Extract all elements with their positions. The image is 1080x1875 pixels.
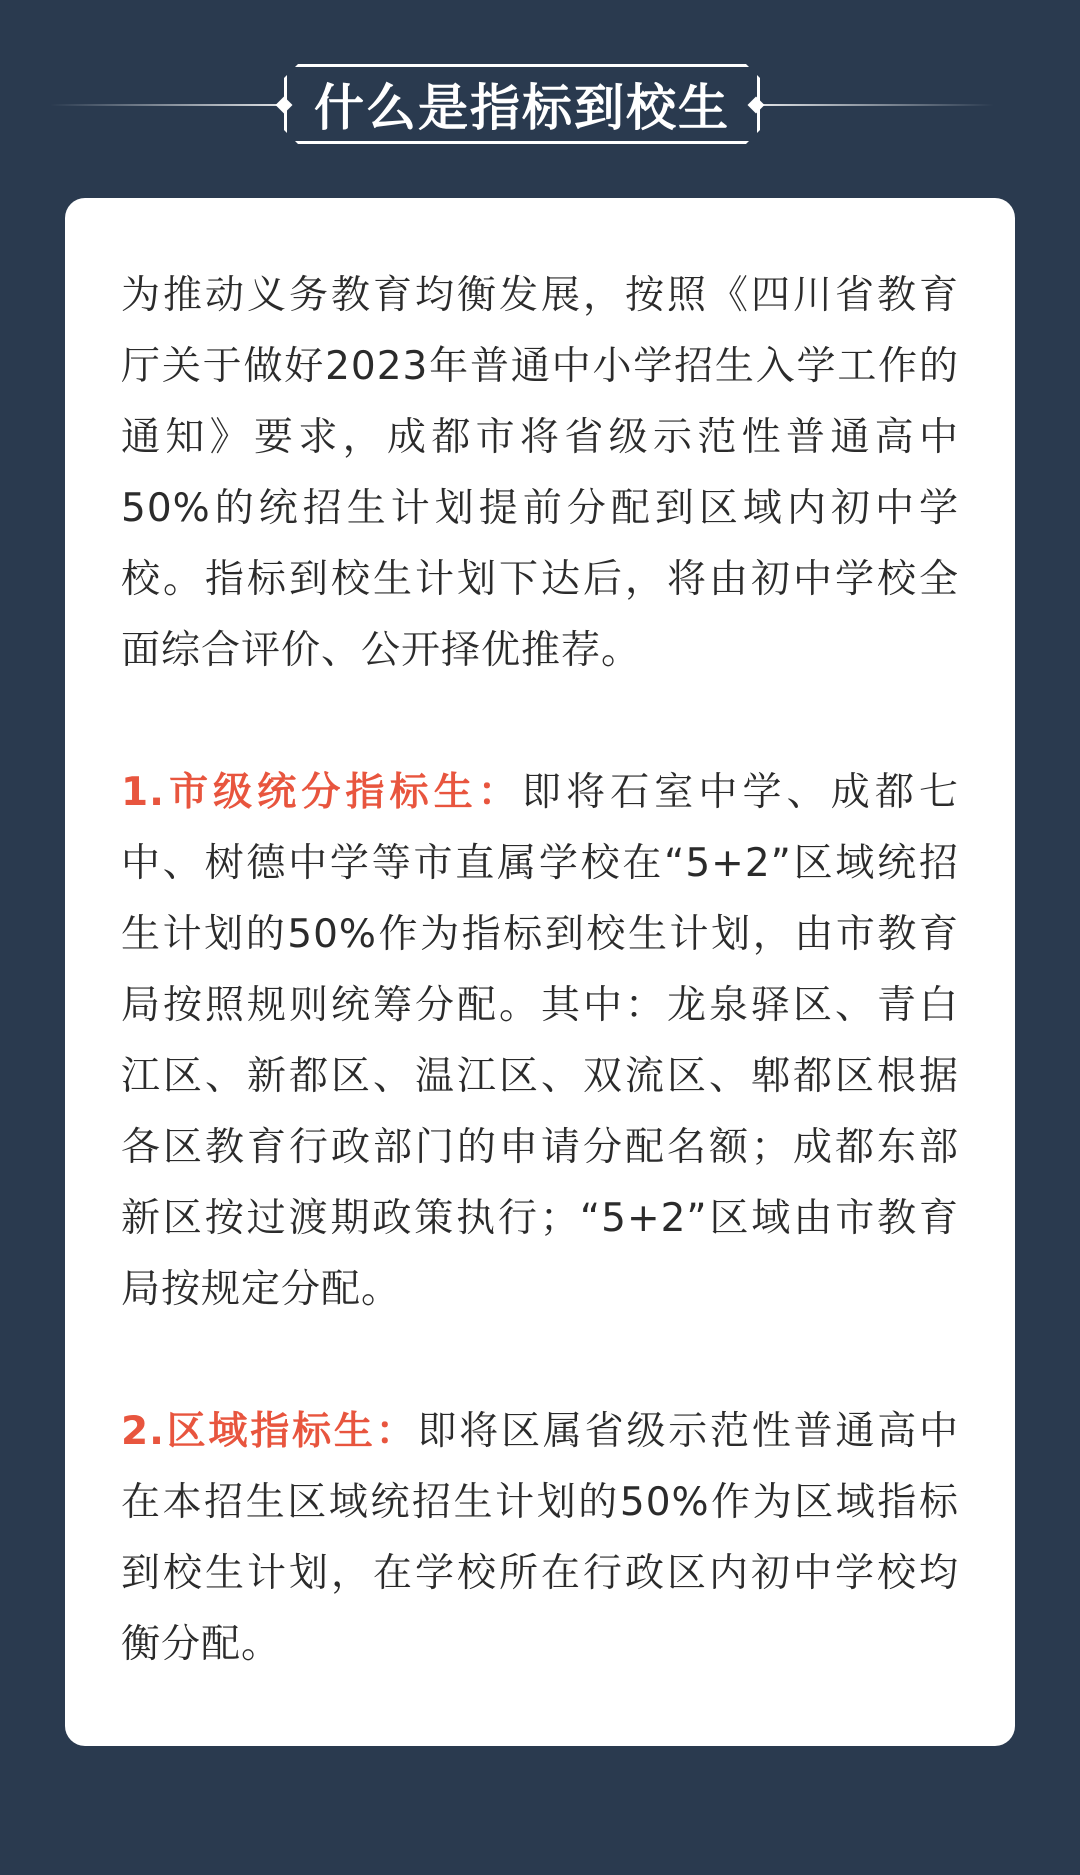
content-card — [65, 198, 1015, 1746]
section-2-body: 即将区属省级示范性普通高中在本招生区域统招生计划的50%作为区域指标到校生计划，在学校所在行政区内初中学校均衡分配。 — [121, 1409, 959, 1667]
header-divider-left — [50, 104, 282, 106]
header-title-wrap — [296, 74, 748, 137]
section-header — [0, 60, 1080, 150]
header-divider-right — [762, 104, 994, 106]
section-1-heading: 1.市级统分指标生： — [121, 770, 522, 815]
section-2-paragraph — [121, 1396, 959, 1680]
intro-paragraph: 为推动义务教育均衡发展，按照《四川省教育厅关于做好2023年普通中小学招生入学工作的通知》要求，成都市将省级示范性普通高中50%的统招生计划提前分配到区域内初中学校。指标到校生计划下达后，将由初中学校全面综合评价、公开择优推荐。 — [121, 273, 959, 673]
section-1-body: 即将石室中学、成都七中、树德中学等市直属学校在“5+2”区域统招生计划的50%作为指标到校生计划，由市教育局按照规则统筹分配。其中：龙泉驿区、青白江区、新都区、温江区、双流区、郫都区根据各区教育行政部门的申请分配名额；成都东部新区按过渡期政策执行；“5+2”区域由市教育局按规定分配。 — [121, 770, 959, 1312]
section-1-paragraph — [121, 757, 959, 1325]
section-2-heading: 2.区域指标生： — [121, 1409, 418, 1454]
page-title: 什么是指标到校生 — [314, 79, 730, 137]
